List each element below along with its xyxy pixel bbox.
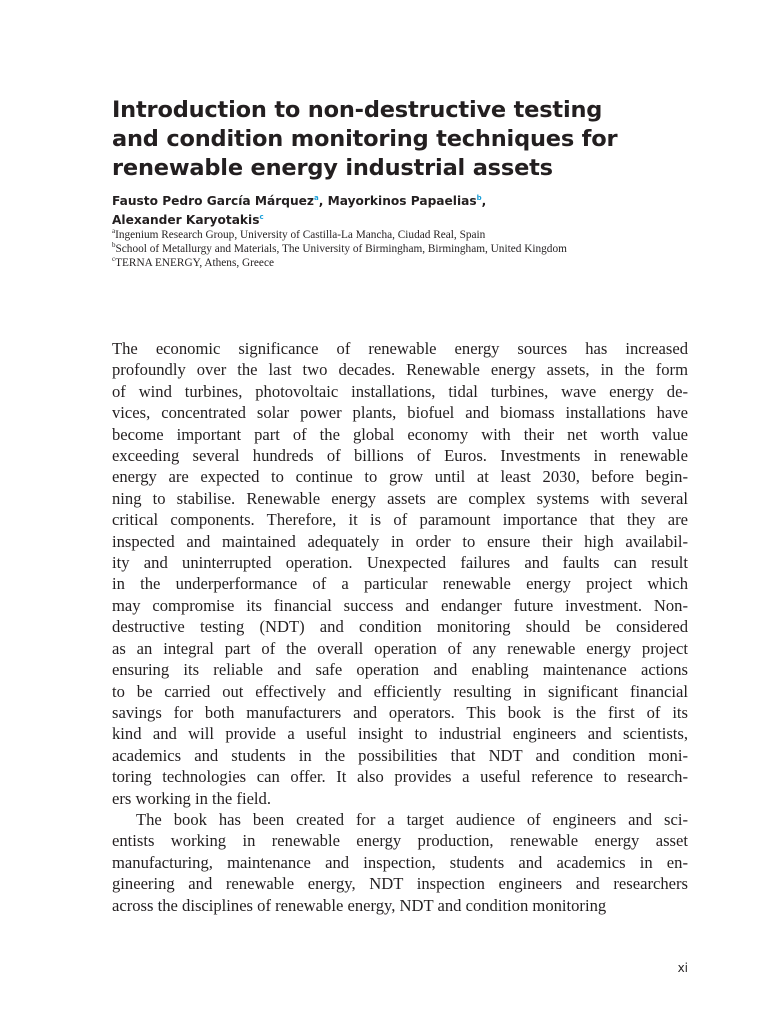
body-line: The book has been created for a target audience of engineers and sci- — [136, 809, 688, 829]
body-line: ity and uninterrupted operation. Unexpected failures and faults can result — [112, 553, 688, 573]
body-line: profoundly over the last two decades. Renewable energy assets, in the form — [112, 360, 688, 380]
author-list — [112, 192, 672, 230]
body-line: ning to stabilise. Renewable energy assets are complex systems with several — [112, 488, 688, 508]
body-line: vices, concentrated solar power plants, biofuel and biomass installations have — [112, 403, 688, 423]
body-line: as an integral part of the overall operation of any renewable energy project — [112, 638, 688, 658]
body-line: ensuring its reliable and safe operation and enabling maintenance actions — [112, 660, 688, 680]
affiliation: $^a$Ingenium Research Group, University of Castilla-La Mancha, Ciudad Real, Spain — [112, 227, 486, 241]
body-line: The economic significance of renewable energy sources has increased — [112, 339, 688, 358]
body-line: inspected and maintained adequately in order to ensure their high availabil- — [112, 531, 688, 551]
body-line: destructive testing (NDT) and condition monitoring should be considered — [112, 617, 688, 637]
affiliation: $^c$TERNA ENERGY, Athens, Greece — [112, 255, 274, 269]
author-name: Fausto Pedro García Márquez — [112, 194, 314, 208]
body-line: gineering and renewable energy, NDT inspection engineers and researchers — [112, 874, 688, 894]
body-line: may compromise its financial success and endanger future investment. Non- — [112, 595, 688, 615]
body-line: manufacturing, maintenance and inspection, students and academics in en- — [112, 852, 688, 872]
body-line: become important part of the global economy with their net worth value — [112, 424, 688, 444]
page-number: xi — [677, 961, 688, 975]
body-line: in the underperformance of a particular renewable energy project which — [112, 574, 688, 594]
body-line: energy are expected to continue to grow until at least 2030, before begin- — [112, 467, 688, 487]
affiliation-marker[interactable]: a — [314, 193, 319, 202]
title-line: Introduction to non-destructive testing — [112, 97, 603, 123]
title-line: and condition monitoring techniques for — [112, 126, 618, 152]
affiliation-marker[interactable]: c — [259, 212, 264, 221]
affiliation-marker[interactable]: b — [476, 193, 482, 202]
body-text — [112, 338, 688, 916]
author-line: Fausto Pedro García Márquez$^a$, Mayorkinos Papaelias$^b$, — [112, 193, 487, 208]
body-line: kind and will provide a useful insight to industrial engineers and scientists, — [112, 724, 688, 744]
body-line: across the disciplines of renewable energy, NDT and condition monitoring — [112, 895, 607, 915]
author-name: Mayorkinos Papaelias — [327, 194, 477, 208]
affiliation: $^b$School of Metallurgy and Materials, The University of Birmingham, Birmingham, United Kingdom — [112, 241, 567, 255]
body-line: exceeding several hundreds of billions of Euros. Investments in renewable — [112, 446, 688, 466]
body-line: to be carried out effectively and efficiently resulting in significant financial — [112, 681, 688, 701]
chapter-title — [112, 96, 712, 183]
author-name: Alexander Karyotakis — [112, 213, 260, 227]
affiliation-list — [112, 228, 692, 270]
body-line: ers working in the field. — [112, 788, 271, 808]
body-line: academics and students in the possibilities that NDT and condition moni- — [112, 745, 688, 765]
body-line: critical components. Therefore, it is of paramount importance that they are — [112, 510, 688, 530]
title-line: renewable energy industrial assets — [112, 155, 553, 181]
body-line: of wind turbines, photovoltaic installations, tidal turbines, wave energy de- — [112, 381, 688, 401]
body-line: entists working in renewable energy production, renewable energy asset — [112, 831, 688, 851]
body-line: savings for both manufacturers and operators. This book is the first of its — [112, 702, 688, 722]
body-line: toring technologies can offer. It also provides a useful reference to research- — [112, 767, 688, 787]
